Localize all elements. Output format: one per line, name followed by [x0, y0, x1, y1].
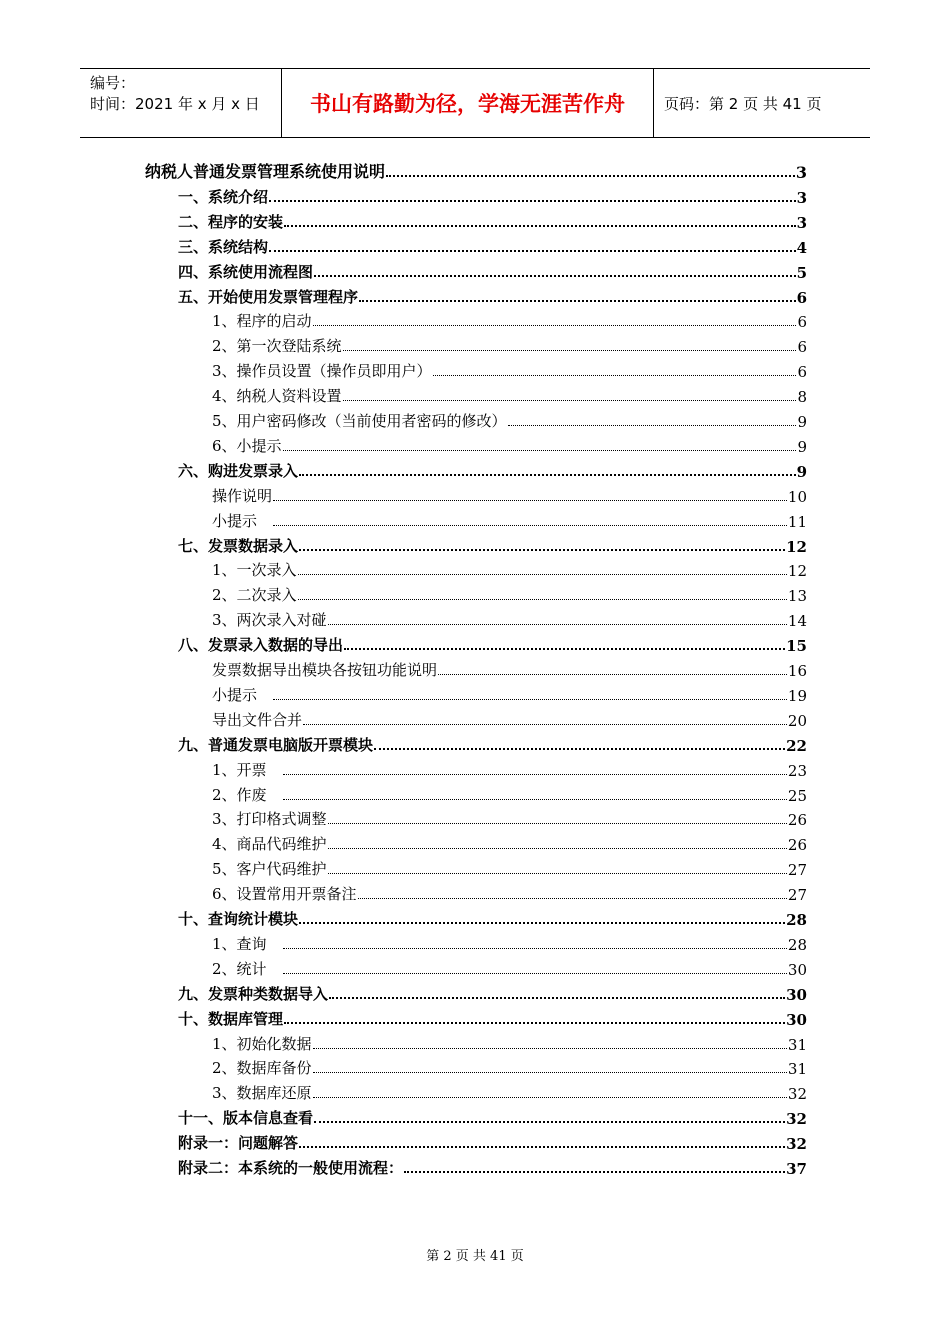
toc-entry-page: 19: [787, 686, 807, 705]
toc-entry-page: 26: [787, 811, 807, 830]
toc-entry-page: 30: [786, 1010, 807, 1029]
toc-entry-page: 28: [786, 911, 807, 929]
toc-dot-leader: [283, 947, 787, 949]
toc-dot-leader: [374, 747, 785, 750]
toc-dot-leader: [273, 698, 787, 700]
toc-entry[interactable]: [212, 357, 807, 381]
toc-entry-title: 1、程序的启动: [212, 312, 312, 331]
toc-entry-page: 8: [797, 388, 807, 407]
toc-entry[interactable]: [212, 805, 807, 829]
toc-entry[interactable]: [212, 332, 807, 356]
toc-dot-leader: [329, 996, 785, 999]
toc-entry-page: 6: [796, 288, 807, 307]
toc-dot-leader: [313, 1047, 787, 1049]
toc-entry-page: 12: [786, 537, 807, 556]
toc-entry-title: 九、普通发票电脑版开票模块: [178, 735, 374, 754]
toc-dot-leader: [343, 349, 797, 351]
toc-entry-page: 27: [787, 861, 807, 880]
toc-entry-title: 五、开始使用发票管理程序: [178, 287, 359, 306]
toc-entry[interactable]: [178, 1005, 807, 1029]
toc-entry[interactable]: [178, 905, 807, 929]
toc-entry[interactable]: [212, 407, 807, 431]
toc-entry-page: 3: [796, 188, 807, 207]
toc-dot-leader: [433, 374, 797, 376]
toc-entry[interactable]: [212, 706, 807, 730]
toc-entry-title: 4、商品代码维护: [212, 835, 327, 854]
toc-dot-leader: [438, 673, 787, 675]
toc-entry-title: 2、第一次登陆系统: [212, 337, 342, 356]
toc-entry-title: 九、发票种类数据导入: [178, 984, 329, 1003]
page-info: 页码：第 2 页 共 41 页: [664, 94, 822, 113]
toc-entry[interactable]: [212, 307, 807, 331]
toc-entry-page: 3: [795, 163, 807, 182]
toc-entry-title: 3、数据库还原: [212, 1084, 312, 1103]
toc-entry-title: 6、设置常用开票备注: [212, 885, 357, 904]
toc-entry-title: 三、系统结构: [178, 237, 269, 256]
toc-entry-title: 4、纳税人资料设置: [212, 387, 342, 406]
toc-entry-page: 6: [797, 313, 807, 332]
toc-entry[interactable]: [212, 756, 807, 780]
toc-entry[interactable]: [212, 681, 807, 705]
toc-entry-page: 30: [787, 960, 807, 979]
toc-entry-title: 发票数据导出模块各按钮功能说明: [212, 661, 438, 679]
toc-entry[interactable]: [212, 432, 807, 456]
toc-entry-page: 13: [787, 587, 807, 606]
toc-entry[interactable]: [212, 656, 807, 680]
toc-entry-title: 四、系统使用流程图: [178, 262, 314, 281]
toc-entry[interactable]: [178, 208, 807, 232]
motto-text: 书山有路勤为径，学海无涯苦作舟: [310, 92, 625, 116]
toc-entry-page: 10: [787, 487, 807, 506]
toc-dot-leader: [328, 822, 787, 824]
toc-dot-leader: [273, 524, 787, 526]
number-label: 编号：: [90, 74, 136, 92]
toc-dot-leader: [358, 897, 787, 899]
toc-entry[interactable]: [178, 1104, 807, 1128]
page-footer: [0, 1245, 950, 1264]
toc-dot-leader: [313, 1096, 787, 1098]
toc-entry-title: 七、发票数据录入: [178, 536, 299, 555]
toc-entry-page: 6: [797, 363, 807, 382]
toc-entry[interactable]: [212, 781, 807, 805]
toc-entry-page: 31: [787, 1035, 807, 1054]
toc-entry[interactable]: [212, 830, 807, 854]
toc-entry[interactable]: [212, 1030, 807, 1054]
toc-entry-title: 1、开票: [212, 760, 282, 779]
toc-dot-leader: [283, 449, 797, 451]
toc-entry-title: 纳税人普通发票管理系统使用说明: [145, 162, 386, 181]
toc-entry-title: 3、两次录入对碰: [212, 611, 327, 630]
toc-entry-title: 十、数据库管理: [178, 1009, 284, 1028]
header-motto-cell: [282, 69, 654, 137]
toc-dot-leader: [283, 773, 787, 775]
toc-entry-page: 20: [787, 711, 807, 730]
toc-dot-leader: [313, 1071, 787, 1073]
toc-entry[interactable]: [212, 930, 807, 954]
toc-entry-page: 9: [797, 437, 807, 456]
toc-dot-leader: [386, 174, 795, 177]
toc-entry-page: 25: [787, 786, 807, 805]
toc-entry[interactable]: [178, 1129, 807, 1153]
toc-dot-leader: [284, 1021, 785, 1024]
toc-entry-title: 1、一次录入: [212, 561, 297, 580]
toc-dot-leader: [299, 473, 796, 476]
toc-entry-page: 6: [797, 338, 807, 357]
toc-entry-page: 37: [786, 1160, 807, 1178]
toc-entry-title: 二、程序的安装: [178, 212, 284, 231]
toc-entry[interactable]: [212, 1079, 807, 1103]
toc-entry-page: 3: [796, 213, 807, 232]
toc-dot-leader: [283, 972, 787, 974]
toc-entry-page: 26: [787, 836, 807, 855]
toc-entry[interactable]: [212, 482, 807, 506]
toc-entry[interactable]: [212, 581, 807, 605]
toc-dot-leader: [314, 274, 796, 277]
toc-entry-page: 9: [797, 413, 807, 431]
toc-entry-title: 3、打印格式调整: [212, 810, 327, 829]
toc-dot-leader: [273, 499, 787, 501]
toc-entry-page: 28: [787, 935, 807, 954]
toc-entry-title: 附录一：问题解答: [178, 1134, 299, 1153]
toc-entry-title: 2、统计: [212, 959, 282, 978]
toc-entry-title: 小提示: [212, 685, 273, 704]
toc-dot-leader: [283, 798, 787, 800]
toc-entry-title: 六、购进发票录入: [178, 461, 299, 480]
toc-entry[interactable]: [212, 382, 807, 406]
toc-entry[interactable]: [212, 1054, 807, 1078]
toc-entry-title: 一、系统介绍: [178, 187, 269, 206]
toc-entry-page: 32: [786, 1110, 807, 1129]
toc-entry-page: 31: [787, 1060, 807, 1079]
toc-entry[interactable]: [145, 158, 807, 182]
toc-dot-leader: [313, 324, 797, 326]
toc-entry-page: 32: [786, 1135, 807, 1154]
toc-dot-leader: [298, 598, 787, 600]
header-page-cell: [654, 69, 870, 137]
toc-entry-title: 1、初始化数据: [212, 1034, 312, 1053]
toc-dot-leader: [343, 399, 797, 401]
toc-entry[interactable]: [178, 532, 807, 556]
toc-entry-page: 16: [787, 662, 807, 680]
toc-dot-leader: [328, 872, 787, 874]
toc-dot-leader: [299, 548, 785, 551]
toc-entry-page: 11: [787, 512, 807, 531]
toc-entry[interactable]: [178, 980, 807, 1004]
header-info-cell: [80, 69, 282, 137]
toc-entry-page: 30: [786, 985, 807, 1004]
toc-entry-title: 十、查询统计模块: [178, 910, 299, 928]
toc-entry[interactable]: [178, 283, 807, 307]
toc-entry[interactable]: [178, 1154, 807, 1178]
toc-dot-leader: [284, 224, 796, 227]
toc-dot-leader: [299, 1145, 785, 1148]
toc-entry-page: 5: [796, 263, 807, 282]
toc-entry[interactable]: [178, 233, 807, 257]
page-header: [80, 68, 870, 138]
toc-entry[interactable]: [178, 258, 807, 282]
toc-entry[interactable]: [212, 880, 807, 904]
toc-entry-title: 导出文件合并: [212, 710, 303, 729]
toc-entry[interactable]: [178, 631, 807, 655]
toc-entry-page: 15: [786, 637, 807, 656]
toc-dot-leader: [404, 1170, 785, 1173]
toc-entry[interactable]: [212, 606, 807, 630]
toc-entry-page: 32: [787, 1085, 807, 1104]
toc-dot-leader: [269, 199, 796, 202]
toc-entry-title: 操作说明: [212, 486, 273, 505]
toc-dot-leader: [299, 921, 785, 924]
toc-entry-page: 4: [796, 238, 807, 257]
toc-entry-page: 23: [787, 761, 807, 780]
toc-dot-leader: [328, 847, 787, 849]
toc-entry-page: 22: [786, 736, 807, 755]
toc-entry-title: 3、操作员设置（操作员即用户）: [212, 362, 432, 381]
toc-entry-title: 2、作废: [212, 785, 282, 804]
toc-entry-title: 5、用户密码修改（当前使用者密码的修改）: [212, 412, 507, 430]
toc-entry-title: 6、小提示: [212, 436, 282, 455]
toc-dot-leader: [508, 424, 797, 426]
toc-entry[interactable]: [212, 855, 807, 879]
toc-entry-page: 27: [787, 886, 807, 905]
toc-dot-leader: [298, 573, 787, 575]
toc-entry-page: 9: [796, 462, 807, 481]
toc-dot-leader: [314, 1120, 785, 1123]
date-label: 时间：2021 年 x 月 x 日: [90, 95, 260, 113]
toc-dot-leader: [359, 299, 796, 302]
toc-entry-title: 小提示: [212, 511, 273, 530]
footer-page-label: 第 2 页 共 41 页: [426, 1249, 524, 1264]
toc-entry[interactable]: [178, 457, 807, 481]
toc-entry-title: 5、客户代码维护: [212, 860, 327, 879]
toc-dot-leader: [303, 723, 787, 725]
toc-entry[interactable]: [212, 955, 807, 979]
toc-entry-title: 2、数据库备份: [212, 1059, 312, 1078]
toc-entry-page: 12: [787, 562, 807, 581]
toc-entry-title: 十一、版本信息查看: [178, 1109, 314, 1128]
toc-entry-title: 1、查询: [212, 934, 282, 953]
toc-entry-title: 八、发票录入数据的导出: [178, 636, 344, 655]
toc-dot-leader: [269, 249, 796, 252]
toc-entry[interactable]: [212, 507, 807, 531]
toc-entry[interactable]: [178, 183, 807, 207]
toc-entry[interactable]: [212, 556, 807, 580]
toc-entry-title: 附录二：本系统的一般使用流程：: [178, 1159, 404, 1177]
toc-entry[interactable]: [178, 731, 807, 755]
toc-dot-leader: [328, 623, 787, 625]
toc-dot-leader: [344, 647, 785, 650]
toc-entry-title: 2、二次录入: [212, 586, 297, 605]
toc-entry-page: 14: [787, 612, 807, 631]
